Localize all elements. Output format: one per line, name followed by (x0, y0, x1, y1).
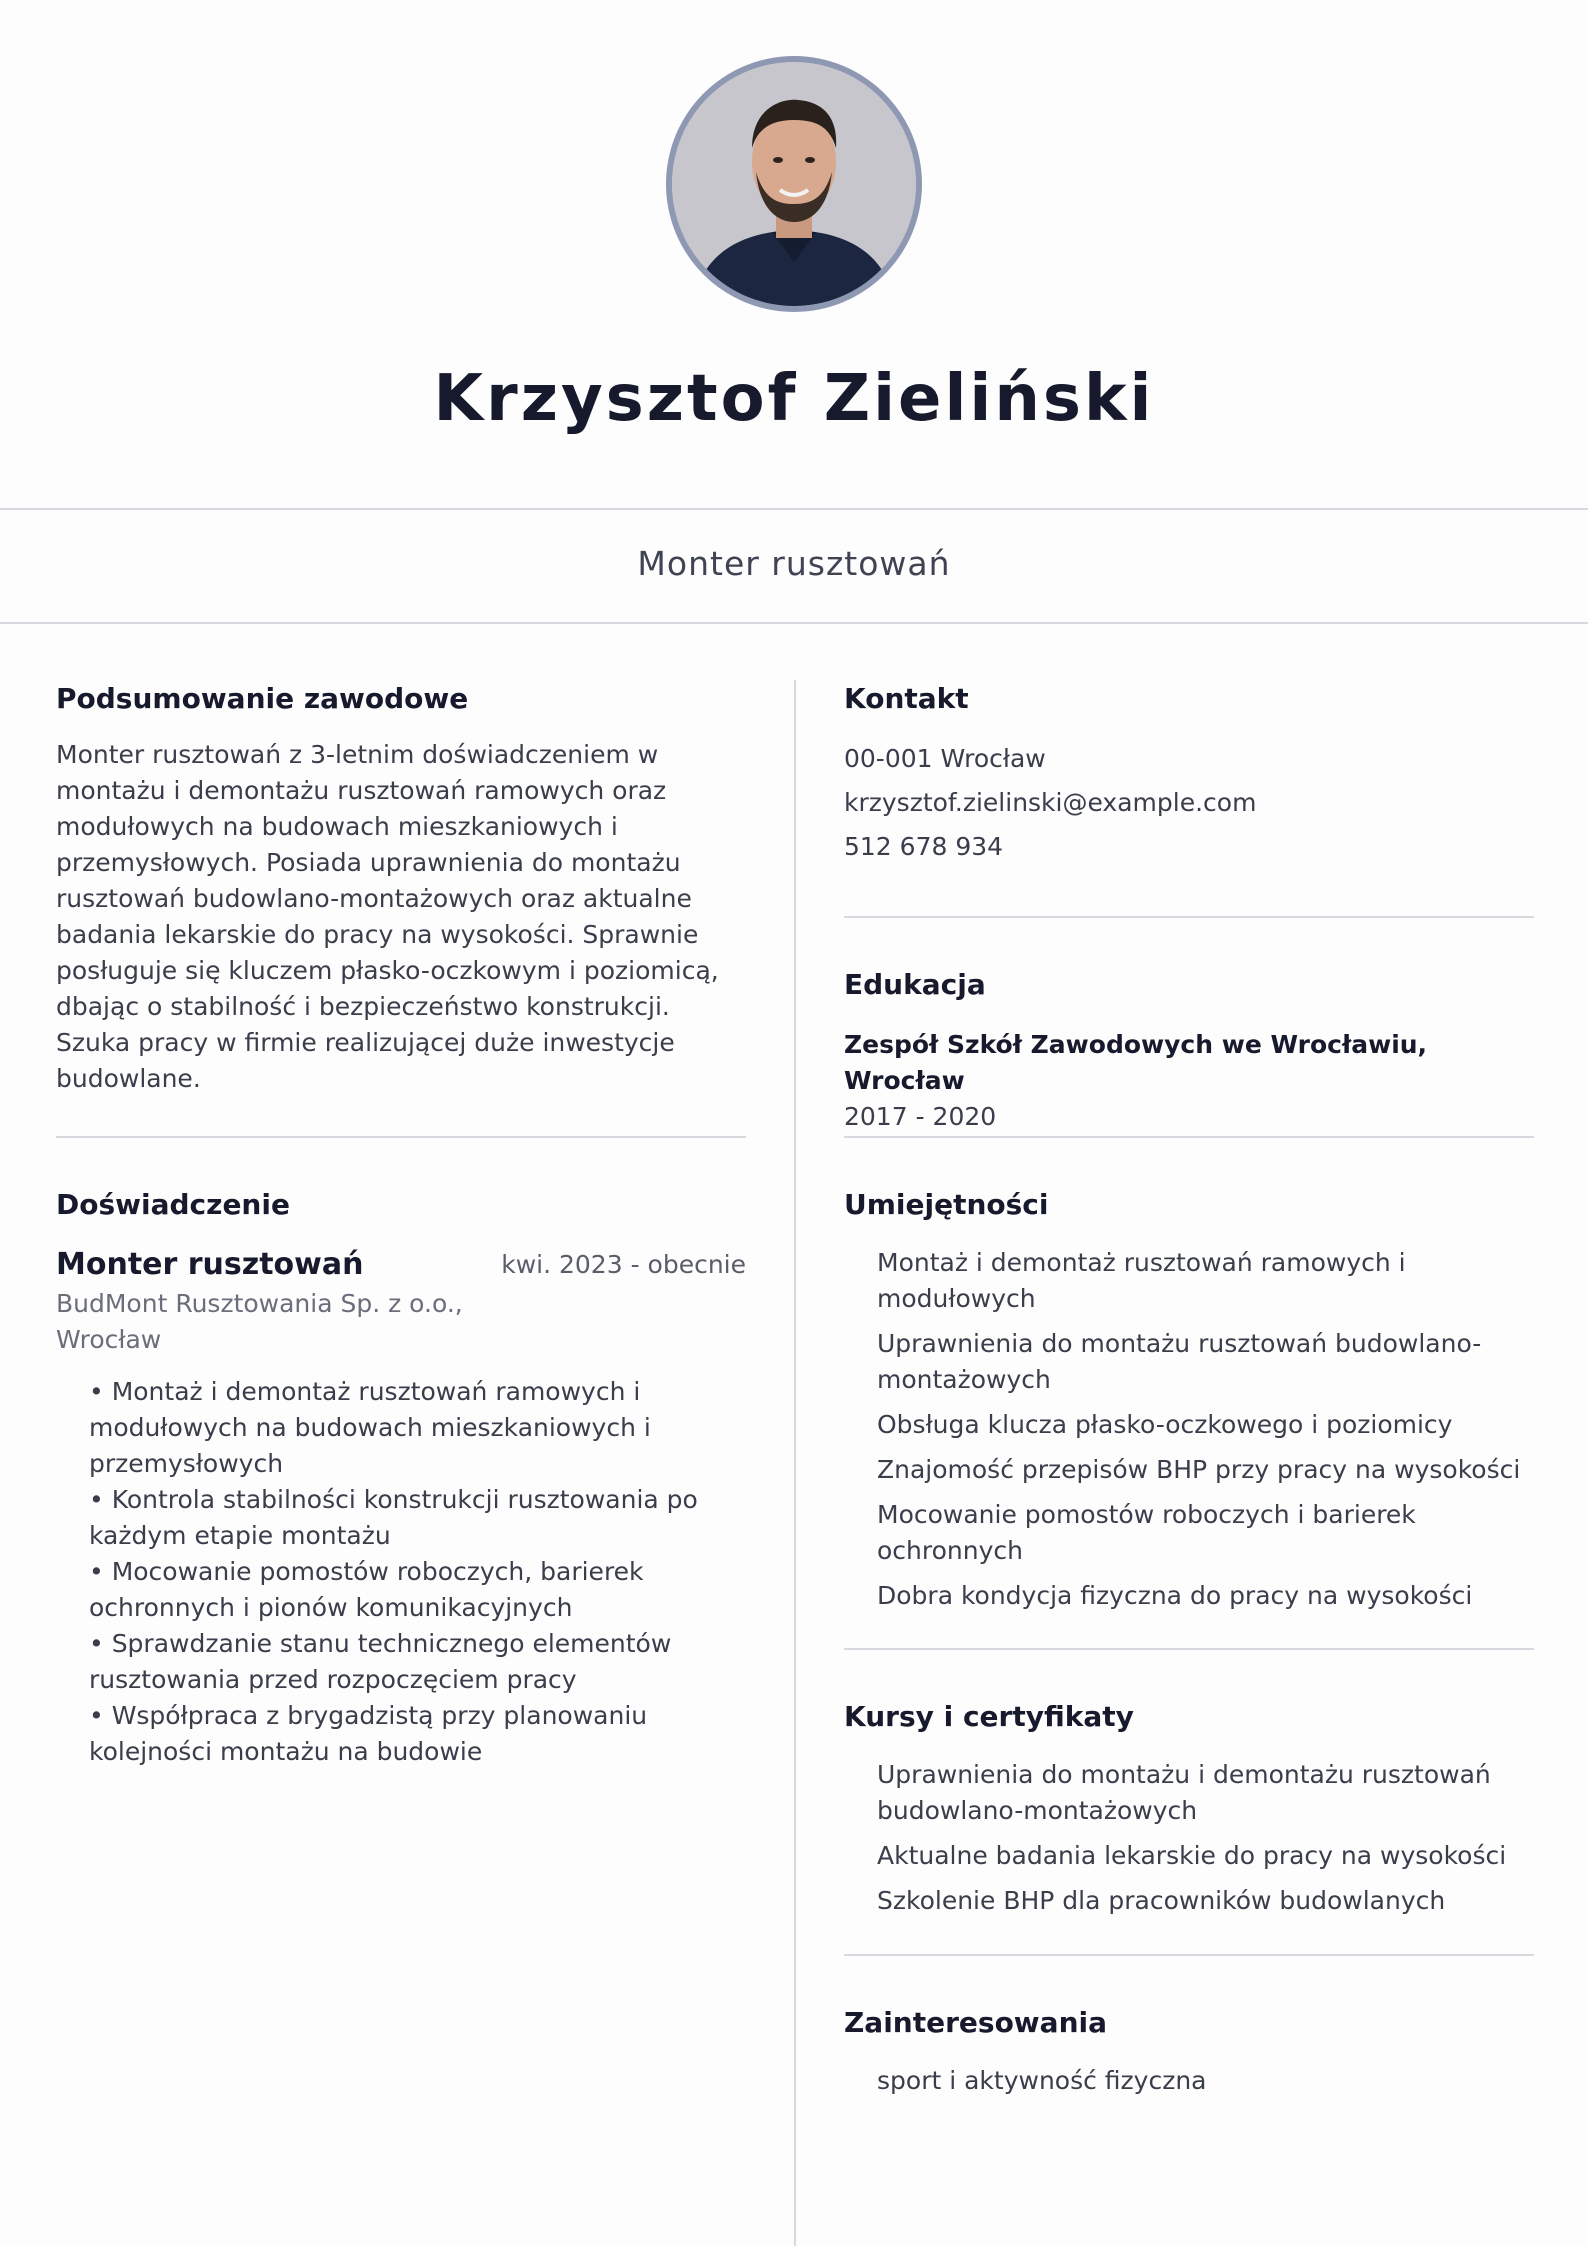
education-heading: Edukacja (844, 968, 986, 1001)
column-divider (794, 680, 796, 2246)
skill-item: Dobra kondycja fizyczna do pracy na wysokości (877, 1581, 1473, 1610)
course-item: Szkolenie BHP dla pracowników budowlanych (877, 1886, 1446, 1915)
education-years: 2017 - 2020 (844, 1102, 997, 1131)
job-entry (56, 1247, 746, 1770)
header-divider-bottom (0, 622, 1588, 624)
right-divider-2 (844, 1136, 1534, 1138)
skills-heading: Umiejętności (844, 1188, 1049, 1221)
courses-heading: Kursy i certyfikaty (844, 1700, 1134, 1733)
right-divider-3 (844, 1648, 1534, 1650)
profile-photo (672, 62, 916, 306)
interests-list (844, 2063, 1534, 2099)
skills-list (844, 1245, 1534, 1614)
course-item: Aktualne badania lekarskie do pracy na wysokości (877, 1841, 1507, 1870)
interests-heading: Zainteresowania (844, 2006, 1107, 2039)
skill-item: Montaż i demontaż rusztowań ramowych i modułowych (877, 1248, 1406, 1313)
left-divider-1 (56, 1136, 746, 1138)
skill-item: Mocowanie pomostów roboczych i barierek ochronnych (877, 1500, 1416, 1565)
course-item: Uprawnienia do montażu i demontażu rusztowań budowlano-montażowych (877, 1760, 1491, 1825)
education-section (844, 968, 1534, 1135)
courses-section (844, 1700, 1534, 1928)
courses-list (844, 1757, 1534, 1919)
job-role: Monter rusztowań (637, 544, 951, 583)
job-title: Monter rusztowań (56, 1247, 364, 1282)
skills-section (844, 1188, 1534, 1623)
summary-text: Monter rusztowań z 3-letnim doświadczeniem w montażu i demontażu rusztowań ramowych oraz modułowych na budowach mieszkaniowych i przemysłowych. Posiada uprawnienia do montażu rusztowań budowlano-montażowych oraz aktualne badania lekarskie do pracy na wysokości. Sprawnie posługuje się kluczem płasko-oczkowym i poziomicą, dbając o stabilność i bezpieczeństwo konstrukcji. Szuka pracy w firmie realizującej duże inwestycje budowlane. (56, 740, 719, 1093)
experience-section (56, 1188, 746, 1770)
job-bullet: • Współpraca z brygadzistą przy planowaniu kolejności montażu na budowie (89, 1701, 648, 1766)
interests-section (844, 2006, 1534, 2108)
right-divider-1 (844, 916, 1534, 918)
job-bullet: • Sprawdzanie stanu technicznego elementów rusztowania przed rozpoczęciem pracy (89, 1629, 672, 1694)
job-bullet: • Kontrola stabilności konstrukcji rusztowania po każdym etapie montażu (89, 1485, 698, 1550)
job-bullet: • Montaż i demontaż rusztowań ramowych i modułowych na budowach mieszkaniowych i przemysłowych (89, 1377, 651, 1478)
contact-phone[interactable]: 512 678 934 (844, 832, 1004, 861)
contact-section (844, 682, 1534, 869)
education-school: Zespół Szkół Zawodowych we Wrocławiu, Wrocław (844, 1030, 1428, 1095)
contact-address: 00-001 Wrocław (844, 744, 1046, 773)
job-bullet: • Mocowanie pomostów roboczych, barierek ochronnych i pionów komunikacyjnych (89, 1557, 644, 1622)
header-divider-top (0, 508, 1588, 510)
skill-item: Obsługa klucza płasko-oczkowego i poziomicy (877, 1410, 1453, 1439)
experience-heading: Doświadczenie (56, 1188, 290, 1221)
skill-item: Uprawnienia do montażu rusztowań budowlano-montażowych (877, 1329, 1482, 1394)
contact-email[interactable]: krzysztof.zielinski@example.com (844, 788, 1257, 817)
candidate-name: Krzysztof Zieliński (433, 362, 1155, 436)
right-divider-4 (844, 1954, 1534, 1956)
job-dates: kwi. 2023 - obecnie (501, 1250, 746, 1279)
interest-item: sport i aktywność fizyczna (877, 2066, 1207, 2095)
summary-heading: Podsumowanie zawodowe (56, 682, 469, 715)
job-company: BudMont Rusztowania Sp. z o.o., Wrocław (56, 1289, 463, 1354)
summary-section (56, 682, 746, 1097)
skill-item: Znajomość przepisów BHP przy pracy na wysokości (877, 1455, 1521, 1484)
contact-heading: Kontakt (844, 682, 969, 715)
job-bullets (56, 1374, 746, 1770)
profile-photo-frame (666, 56, 922, 312)
